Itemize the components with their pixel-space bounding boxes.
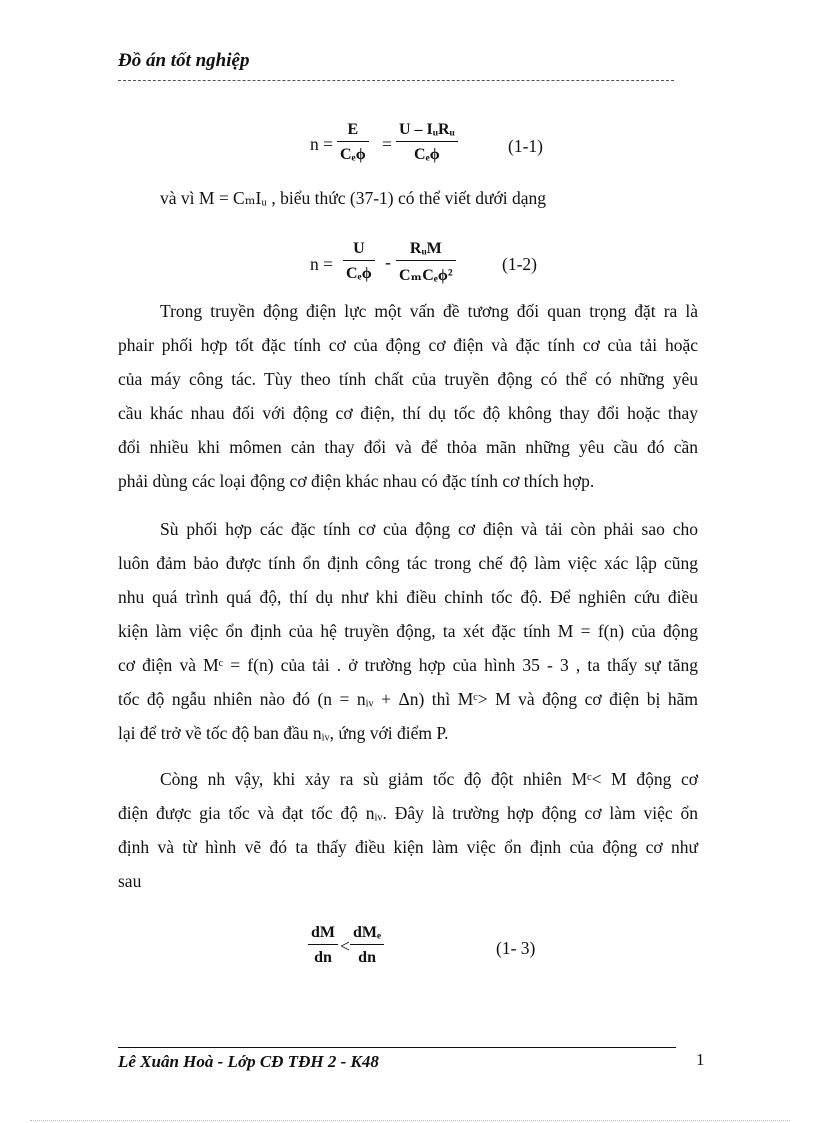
eq2-fraction-2 [396, 240, 456, 285]
paragraph-line: Còng nh vậy, khi xảy ra sù giảm tốc độ đột nhiên Mᶜ< M động cơ [160, 769, 698, 789]
footer-author: Lê Xuân Hoà - Lớp CĐ TĐH 2 - K48 [118, 1052, 379, 1071]
eq2-f2-numerator: RᵤM [409, 240, 442, 257]
eq1-equals: = [382, 134, 392, 154]
eq2-label: (1-2) [502, 254, 537, 274]
intro-line: và vì M = CₘIᵤ , biểu thức (37-1) có thể viết dưới dạng [160, 188, 547, 208]
eq1-f1-denominator: Cₑϕ [340, 146, 366, 163]
eq2-minus: - [385, 252, 391, 272]
paragraph-line: lại để trở về tốc độ ban đầu nᵢᵥ, ứng với điểm P. [118, 723, 449, 743]
eq1-f2-numerator: U – IᵤRᵤ [399, 121, 455, 138]
paragraph-2 [118, 512, 698, 750]
paragraph-line: Trong truyền động điện lực một vấn đề tương đối quan trọng đặt ra là [160, 301, 698, 321]
paragraph-line: nhu quá trình quá độ, thí dụ như khi điều chỉnh tốc độ. Để nghiên cứu điều [118, 587, 698, 607]
paragraph-line: đổi nhiều khi mômen cản thay đổi và để thỏa mãn những yêu cầu đó cần [118, 437, 698, 457]
eq2-f2-denominator: CₘCₑϕ² [399, 267, 453, 284]
eq3-f1-numerator: dM [311, 924, 335, 941]
page-bottom-divider [30, 1120, 790, 1121]
eq3-fraction-1 [308, 924, 338, 967]
eq1-fraction-1 [337, 121, 369, 164]
eq1-fraction-2 [396, 121, 458, 164]
eq1-label: (1-1) [508, 136, 543, 156]
paragraph-line: điện được gia tốc và đạt tốc độ nᵢᵥ. Đây là trường hợp động cơ làm việc ổn [118, 803, 698, 823]
eq2-fraction-1 [343, 240, 375, 283]
eq1-lhs: n = [310, 134, 333, 154]
eq1-f2-denominator: Cₑϕ [414, 146, 440, 163]
paragraph-line: định và từ hình vẽ đó ta thấy điều kiện làm việc ổn định của động cơ như [118, 837, 698, 857]
paragraph-3 [118, 762, 698, 898]
paragraph-line: luôn đảm bảo được tính ổn định công tác trong chế độ làm việc xác lập cũng [118, 553, 698, 573]
paragraph-line: sau [118, 871, 142, 891]
eq1-f1-numerator: E [347, 121, 359, 138]
page-header-title: Đồ án tốt nghiệp [118, 50, 250, 71]
paragraph-line: tốc độ ngẫu nhiên nào đó (n = nᵢᵥ + Δn) thì Mᶜ> M và động cơ điện bị hãm [118, 689, 698, 709]
paragraph-line: Sù phối hợp các đặc tính cơ của động cơ điện và tải còn phải sao cho [160, 519, 698, 539]
eq2-f1-denominator: Cₑϕ [346, 265, 372, 282]
paragraph-line: kiện làm việc ổn định của hệ truyền động, ta xét đặc tính M = f(n) của động [118, 621, 698, 641]
eq2-lhs: n = [310, 254, 333, 274]
footer-divider [118, 1047, 676, 1048]
paragraph-line: cầu khác nhau đối với động cơ điện, thí dụ tốc độ không thay đổi hoặc thay [118, 403, 698, 423]
paragraph-1 [118, 294, 698, 498]
paragraph-line: cơ điện và Mᶜ = f(n) của tải . ở trường hợp của hình 35 - 3 , ta thấy sự tăng [118, 655, 698, 675]
page-number: 1 [696, 1050, 705, 1069]
eq3-f2-denominator: dn [358, 949, 376, 966]
eq2-f1-numerator: U [353, 240, 365, 257]
paragraph-line: phair phối hợp tốt đặc tính cơ của động cơ điện và đặc tính cơ của tải hoặc [118, 335, 698, 355]
paragraph-line: phải dùng các loại động cơ điện khác nhau có đặc tính cơ thích hợp. [118, 471, 595, 491]
paragraph-line: của máy công tác. Tùy theo tính chất của truyền động có thể có những yêu [118, 369, 698, 389]
eq3-f1-denominator: dn [314, 949, 332, 966]
eq3-less-than: < [340, 936, 350, 956]
eq3-f2-numerator: dMₑ [353, 924, 382, 941]
eq3-fraction-2 [350, 924, 384, 967]
header-divider [118, 80, 674, 81]
eq3-label: (1- 3) [496, 938, 536, 958]
